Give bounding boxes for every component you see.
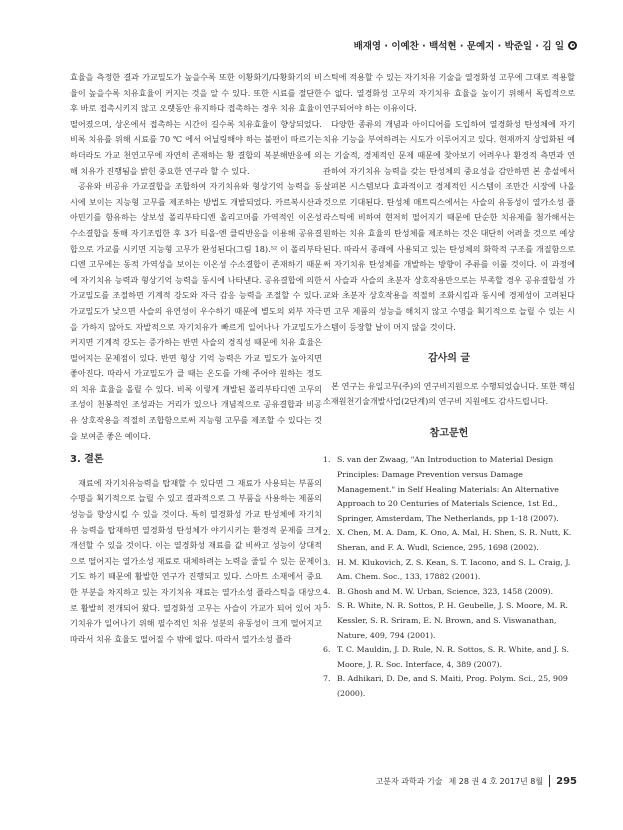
reference-number: 7. xyxy=(323,674,331,684)
section-title-conclusion: 3. 결론 xyxy=(70,454,104,466)
left-paragraph-3: 재료에 자기치유능력을 탑재할 수 있다면 그 재료가 사용되는 부품의 수명을 획기적으로 늘릴 수 있고 결과적으로 그 부품을 사용하는 제품의 성능을 향상시킬 수 있을 것이다. 특히 열경화성 가교 탄성체에 자기치유 능력을 탑재하면 열경화성 탄성체가 야기시키는 환경적 문제를 크게 개선할 수 있을 것이다. 이는 열경화성 재료를 값 비싸고 성능이 상대적으로 떨어지는 열가소성 재료로 대체하려는 노력을 줄일 수 있는 문제이기도 하기 때문에 활발한 연구가 진행되고 있다. 스마트 소재에서 중요한 부분을 차지하고 있는 자기치유 재료는 열가소성 플라스틱을 대상으로 활발히 전개되어 왔다. 열경화성 고무는 사슬이 가교가 되어 있어 자기치유가 일어나기 위해 필수적인 치유 성분의 유동성이 크게 떨어지고 따라서 치유 효율도 떨어질 수 밖에 없다. 따라서 열가소성 플라 xyxy=(70,477,322,644)
reference-number: 2. xyxy=(323,528,331,538)
reference-number: 3. xyxy=(323,557,331,567)
page-number: 295 xyxy=(556,775,577,787)
reference-item xyxy=(323,672,575,701)
left-paragraph-1: 효율을 측정한 결과 가교밀도가 높을수록 또한 이황화기/다황화기의 비율이 높을수록 치유효율이 커지는 것을 알 수 있다. 또한 시료를 절단한 후 바로 접촉시키지 않고 오랫동안 유지하다 접촉하는 경우 치유 효율이 떨어졌으며, 상온에서 접촉하는 시간이 길수록 치유효율이 향상되었다. 비록 치유를 위해 시료를 70 ℃ 에서 어닐링해야 하는 불편이 따르기는 하더라도 가교 천연고무에 자연히 존재하는 황 결합의 복분해반응에 의해 치유가 진행됨을 밝힌 중요한 연구라 할 수 있다. xyxy=(70,72,322,176)
references-title: 참고문헌 xyxy=(429,427,469,439)
reference-item xyxy=(323,453,575,526)
reference-text: B. Ghosh and M. W. Urban, Science, 323, 1458 (2009). xyxy=(337,586,554,596)
reference-number: 5. xyxy=(323,601,331,611)
reference-text: S. R. White, N. R. Sottos, P. H. Geubelle, J. S. Moore, M. R. Kessler, S. R. Sriram, E. N. Brown, and S. Viswanathan, Nature, 409, 794 (2001). xyxy=(337,601,569,640)
acknowledgement-text: 본 연구는 유일고무(주)의 연구비지원으로 수행되었습니다. 또한 핵심소재원천기술개발사업(2단계)의 연구비 지원에도 감사드립니다. xyxy=(323,380,575,407)
reference-number: 1. xyxy=(323,455,331,465)
right-paragraph-2: 다양한 종류의 개념과 아이디어를 도입하여 열경화성 탄성체에 자기치유 기능을 부여하려는 시도가 이루어지고 있다. 현재까지 상업화된 예는 기술적, 경제적인 문제 때문에 찾아보기 어려우나 환경적 측면과 연관하여 자기치유 능력을 갖는 탄성체의 중요성을 감안하면 본 총설에서 살펴본 시스템보다 효과적이고 경제적인 시스템이 조만간 시장에 나올 것으로 기대된다. 탄성체 매트릭스에서는 사슬의 유동성이 열가소성 플라스틱에 비하여 현저히 떨어지기 때문에 단순한 치유제를 첨가해서는 원하는 치유 효율의 탄성체를 제조하는 것은 대단히 어려울 것으로 예상된다. 따라서 종래에 사용되고 있는 탄성체의 화학적 구조를 개질함으로써 자기치유 탄성체를 개발하는 방향이 주류를 이룰 것이다. 이 과정에서 사슬과 사슬의 초분자 상호작용만으로는 부족할 경우 공유결합성 가교와 초분자 상호작용을 적절히 조화시킴과 동시에 경제성이 고려된다면 고무 제품의 성능을 해치지 않고 수명을 획기적으로 늘릴 수 있는 시스템이 등장할 날이 머지 않을 것이다. xyxy=(323,118,575,332)
reference-text: B. Adhikari, D. De, and S. Maiti, Prog. Polym. Sci., 25, 909 (2000). xyxy=(337,674,568,698)
footer-issue: 제 28 권 4 호 2017년 8월 xyxy=(448,776,544,786)
page-footer xyxy=(376,775,577,787)
right-paragraph-1: 스틱에 적용할 수 있는 자기치유 기술을 열경화성 고무에 그대로 적용할 수 없다. 열경화성 고무의 자기치유 효율을 높이기 위해서 독립적으로 연구되어야 하는 이유이다. xyxy=(323,72,575,114)
footer-divider xyxy=(549,775,550,787)
reference-text: X. Chen, M. A. Dam, K. Ono, A. Mal, H. Shen, S. R. Nutt, K. Sheran, and F. A. Wudl, Science, 295, 1698 (2002). xyxy=(337,528,572,553)
reference-text: S. van der Zwaag, "An Introduction to Material Design Principles: Damage Prevention versus Damage Management." in Self Healing Materials: An Alternative Approach to 20 Centuries of Materials Science, 1st Ed., Springer, Amsterdam, The Netherlands, pp 1-18 (2007). xyxy=(337,455,559,523)
acknowledgement-title: 감사의 글 xyxy=(427,353,471,365)
running-header xyxy=(354,38,577,52)
footer-journal: 고분자 과학과 기술 xyxy=(375,776,443,786)
reference-text: T. C. Mauldin, J. D. Rule, N. R. Sottos, S. R. White, and J. S. Moore, J. R. Soc. Interface, 4, 389 (2007). xyxy=(337,645,569,669)
header-authors: 배재영 · 이예찬 · 백석현 · 문예지 · 박준일 · 김 일 xyxy=(353,41,564,52)
reference-item xyxy=(323,599,575,643)
left-paragraph-2: 공유와 비공유 가교결합을 조합하여 자기치유와 형상기억 능력을 동시에 보이는 지능형 고무를 제조하는 방법도 개발되었다. 카르복시산과 아민기를 함유하는 상보성 폴리부타디엔 올리고머를 가역적인 이온성 수소결합을 통해 자기조립한 후 3가 티올-엔 클릭반응을 이용해 공유결합으로 가교를 시키면 지능형 고무가 완성된다(그림 18).⁵² 이 폴리부타디엔 고무에는 동적 가역성을 보이는 이온성 수소결합이 존재하기 때문에 자기치유 능력과 형상기억 능력을 동시에 나타낸다. 공유결합에 의한 가교밀도를 조절하면 기계적 강도와 자극 감응 능력을 조절할 수 있다. 가교밀도가 낮으면 사슬의 유연성이 우수하기 때문에 별도의 외부 자극을 가하지 않아도 자발적으로 자기치유가 빠르게 일어나나 가교밀도가 커지면 기계적 강도는 증가하는 반면 사슬의 경직성 때문에 치유 효율은 떨어지는 문제점이 있다. 반면 형상 기억 능력은 가교 밀도가 높아지면 좋아진다. 따라서 가교밀도가 클 때는 온도를 가해 주어야 원하는 정도의 치유 효율을 올릴 수 있다. 비록 이렇게 개발된 폴리부타디엔 고무의 조성이 천봉적인 조성과는 거리가 있으나 개념적으로 공유결합과 비공유 상호작용을 적절히 조합함으로써 지능형 고무를 제조할 수 있다는 것을 보여준 좋은 예이다. xyxy=(70,181,322,441)
reference-list xyxy=(323,453,575,701)
circle-bullet-icon xyxy=(568,41,577,50)
reference-number: 4. xyxy=(323,586,331,596)
left-column xyxy=(70,70,322,647)
right-column xyxy=(323,70,575,702)
reference-text: H. M. Klukovich, Z. S. Kean, S. T. Iacono, and S. L. Craig, J. Am. Chem. Soc., 133, 17882 (2001). xyxy=(337,557,571,582)
reference-item xyxy=(323,585,575,600)
reference-item xyxy=(323,526,575,555)
reference-item xyxy=(323,556,575,585)
reference-number: 6. xyxy=(323,645,331,655)
reference-item xyxy=(323,643,575,672)
